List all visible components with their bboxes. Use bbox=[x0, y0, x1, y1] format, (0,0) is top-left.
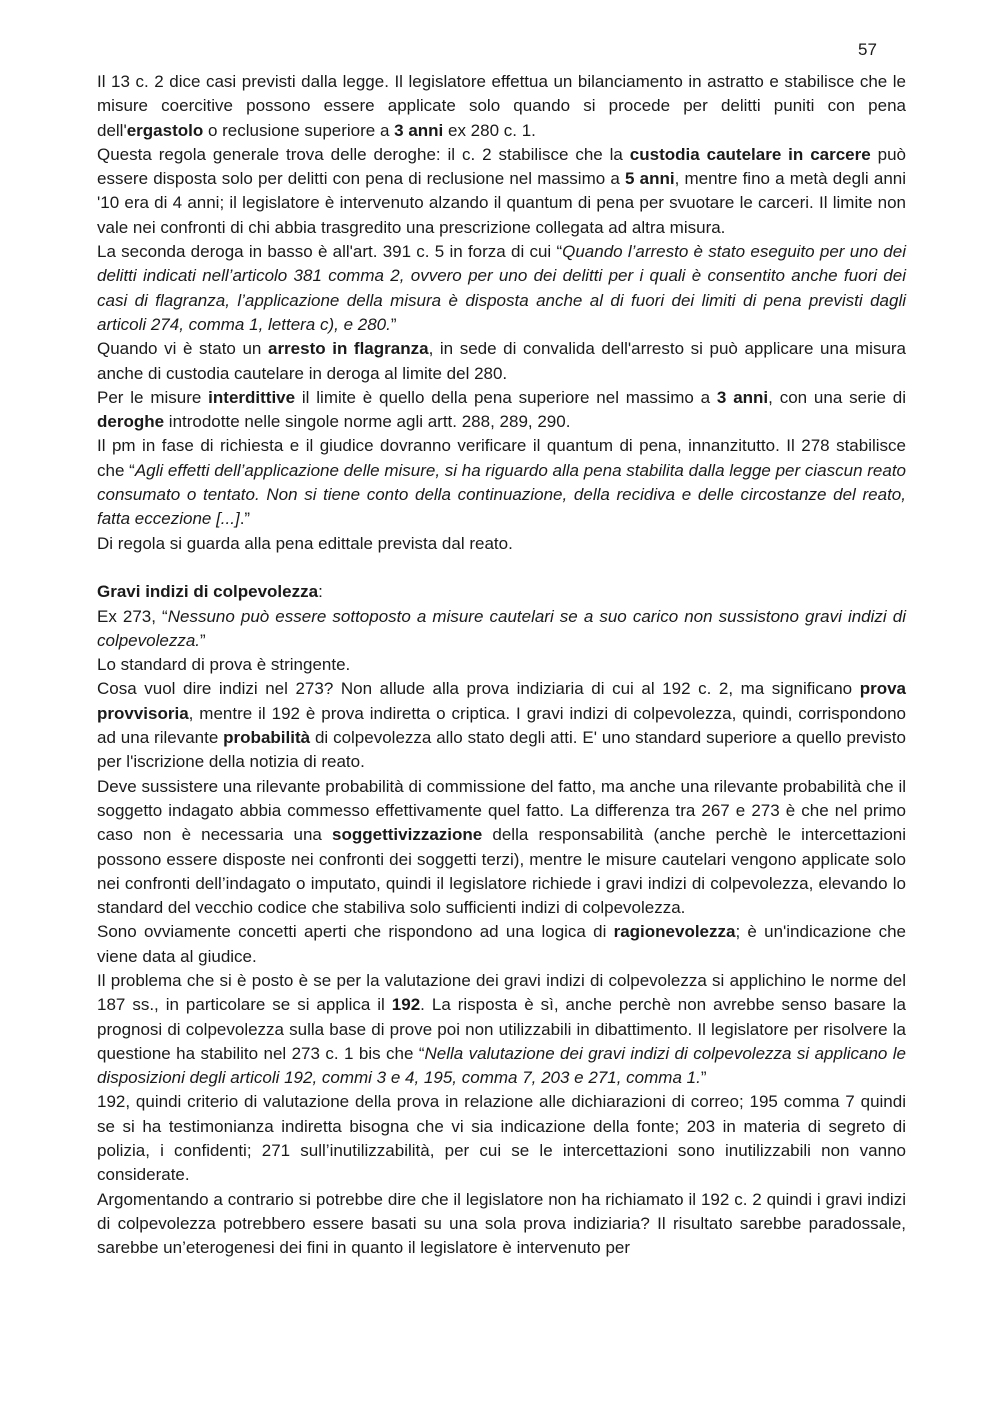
text-run: , in sede di convalida dell'arresto si può applicare una misura anche di custodia cautelare in deroga al limite del 280. bbox=[97, 339, 907, 383]
text-run: Argomentando a contrario si potrebbe dire che il legislatore non ha richiamato il 192 c. 2 quindi i gravi indizi di colpevolezza potrebbero essere basati su una sola prova indiziaria? Il risultato sarebbe paradossale, sarebbe un’eterogenesi dei fini in quanto il legislatore è intervenuto per bbox=[97, 1189, 906, 1258]
bold-term: probabilità bbox=[223, 728, 311, 748]
text-run: Per le misure bbox=[97, 387, 209, 407]
paragraph bbox=[97, 434, 906, 531]
paragraph bbox=[97, 653, 906, 677]
italic-quote: Nella valutazione dei gravi indizi di colpevolezza si applicano le disposizioni degli articoli 192, commi 3 e 4, 195, comma 7, 203 e 271, comma 1. bbox=[97, 1043, 906, 1088]
italic-quote: Agli effetti dell’applicazione delle misure, si ha riguardo alla pena stabilita dalla legge per ciascun reato consumato o tentato. Non si tiene conto della continuazione, della recidiva e delle circostanze del reato, fatta eccezione [...] bbox=[97, 460, 906, 529]
text-run: il limite è quello della pena superiore nel massimo a bbox=[295, 387, 717, 407]
bold-term: ragionevolezza bbox=[613, 922, 736, 942]
paragraph bbox=[97, 920, 906, 969]
text-run: o reclusione superiore a bbox=[203, 120, 395, 140]
text-run: Il 13 c. 2 dice casi previsti dalla legge. Il legislatore effettua un bilanciamento in astratto e stabilisce che le misure coercitive possono essere applicate solo quando si procede per delitti puniti con pena dell' bbox=[97, 72, 906, 140]
paragraph bbox=[97, 240, 906, 337]
paragraph bbox=[97, 70, 906, 143]
text-run: della responsabilità (anche perchè le intercettazioni possono essere disposte nei confronti dei soggetti terzi), mentre le misure cautelari vengono applicate solo nei confronti dell’indagato o imputato, quindi il legislatore richiede i gravi indizi di colpevolezza, elevando lo standard del vecchio codice che stabiliva solo sufficienti indizi di colpevolezza. bbox=[97, 825, 907, 918]
text-run: Sono ovviamente concetti aperti che rispondono ad una logica di bbox=[97, 922, 614, 942]
text-run: ; è un'indicazione che viene data al giudice. bbox=[97, 922, 906, 966]
text-run: Cosa vuol dire indizi nel 273? Non allude alla prova indiziaria di cui al 192 c. 2, ma significano bbox=[97, 679, 860, 699]
text-run: La seconda deroga in basso è all'art. 391 c. 5 in forza di cui “ bbox=[97, 242, 563, 262]
text-run: introdotte nelle singole norme agli artt. 288, 289, 290. bbox=[164, 412, 571, 432]
text-run: di colpevolezza allo stato degli atti. E' uno standard superiore a quello previsto per l'iscrizione della notizia di reato. bbox=[97, 728, 906, 772]
bold-term: arresto in flagranza bbox=[267, 339, 429, 359]
paragraph bbox=[97, 1188, 906, 1261]
page-number: 57 bbox=[858, 40, 877, 59]
paragraph bbox=[97, 337, 906, 386]
paragraph bbox=[97, 677, 906, 774]
text-run: : bbox=[318, 582, 323, 602]
bold-term: deroghe bbox=[97, 412, 165, 432]
bold-term: 192 bbox=[391, 995, 421, 1015]
bold-term: custodia cautelare in carcere bbox=[629, 144, 871, 164]
text-run: , mentre il 192 è prova indiretta o criptica. I gravi indizi di colpevolezza, quindi, corrispondono ad una rilevante bbox=[97, 703, 906, 748]
paragraph bbox=[97, 775, 906, 921]
bold-term: soggettivizzazione bbox=[332, 825, 483, 845]
italic-quote: Quando l’arresto è stato eseguito per uno dei delitti indicati nell’articolo 381 comma 2, ovvero per uno dei delitti per i quali è consentito anche fuori dei casi di flagranza, l’applicazione della misura è disposta anche al di fuori dei limiti di pena previsti dagli articoli 274, comma 1, lettera c), e 280. bbox=[97, 242, 906, 334]
text-run: può essere disposta solo per delitti con pena di reclusione nel massimo a bbox=[97, 144, 906, 189]
paragraph bbox=[97, 605, 906, 654]
paragraph bbox=[97, 969, 906, 1090]
bold-term: ergastolo bbox=[126, 120, 204, 140]
text-run: Quando vi è stato un bbox=[97, 339, 268, 359]
text-run: . La risposta è sì, anche perchè non avrebbe senso basare la prognosi di colpevolezza sulla base di prove poi non utilizzabili in dibattimento. Il legislatore per risolvere la questione ha stabilito nel 273 c. 1 bis che “ bbox=[97, 995, 907, 1063]
text-run: , con una serie di bbox=[768, 387, 907, 407]
text-run: ex 280 c. 1. bbox=[443, 120, 536, 140]
paragraph bbox=[97, 143, 906, 240]
text-run: ” bbox=[700, 1068, 707, 1088]
text-run: Il pm in fase di richiesta e il giudice dovranno verificare il quantum di pena, innanzitutto. Il 278 stabilisce che “ bbox=[97, 436, 906, 480]
blank-line bbox=[97, 556, 906, 580]
text-run: Lo standard di prova è stringente. bbox=[97, 655, 351, 675]
text-run: Il problema che si è posto è se per la valutazione dei gravi indizi di colpevolezza si applichino le norme del 187 ss., in particolare se si applica il bbox=[97, 970, 906, 1015]
paragraph bbox=[97, 1090, 906, 1187]
bold-term: prova provvisoria bbox=[97, 679, 906, 723]
text-run: ” bbox=[390, 314, 397, 334]
text-run: Di regola si guarda alla pena edittale prevista dal reato. bbox=[97, 533, 513, 553]
text-run: ” bbox=[200, 630, 206, 650]
paragraph bbox=[97, 532, 906, 556]
bold-term: 5 anni bbox=[625, 169, 675, 189]
text-run: Questa regola generale trova delle deroghe: il c. 2 stabilisce che la bbox=[97, 144, 630, 164]
text-run: Ex 273, “ bbox=[97, 606, 168, 626]
italic-quote: Nessuno può essere sottoposto a misure cautelari se a suo carico non sussistono gravi indizi di colpevolezza. bbox=[97, 606, 906, 650]
bold-term: Gravi indizi di colpevolezza bbox=[97, 582, 319, 602]
paragraph bbox=[97, 386, 906, 435]
text-run: , mentre fino a metà degli anni '10 era di 4 anni; il legislatore è intervenuto alzando il quantum di pena per svuotare le carceri. Il limite non vale nei confronti di chi abbia trasgredito una prescrizione collegata ad altra misura. bbox=[97, 169, 907, 237]
bold-term: 3 anni bbox=[716, 387, 769, 407]
text-run: Deve sussistere una rilevante probabilità di commissione del fatto, ma anche una rilevante probabilità che il soggetto indagato abbia commesso effettivamente quel fatto. La differenza tra 267 e 273 è che nel primo caso non è necessaria una bbox=[97, 776, 906, 845]
bold-term: interdittive bbox=[208, 387, 296, 407]
text-run: 192, quindi criterio di valutazione della prova in relazione alle dichiarazioni di correo; 195 comma 7 quindi se si ha testimonianza indiretta bisogna che vi sia indicazione della fonte; 203 in materia di segreto di polizia, i confidenti; 271 sull’inutilizzabilità, per cui se le intercettazioni sono inutilizzabili non vanno considerate. bbox=[97, 1092, 906, 1185]
bold-term: 3 anni bbox=[394, 120, 444, 140]
document-body bbox=[97, 70, 906, 1261]
paragraph bbox=[97, 580, 906, 604]
text-run: .” bbox=[239, 509, 251, 529]
